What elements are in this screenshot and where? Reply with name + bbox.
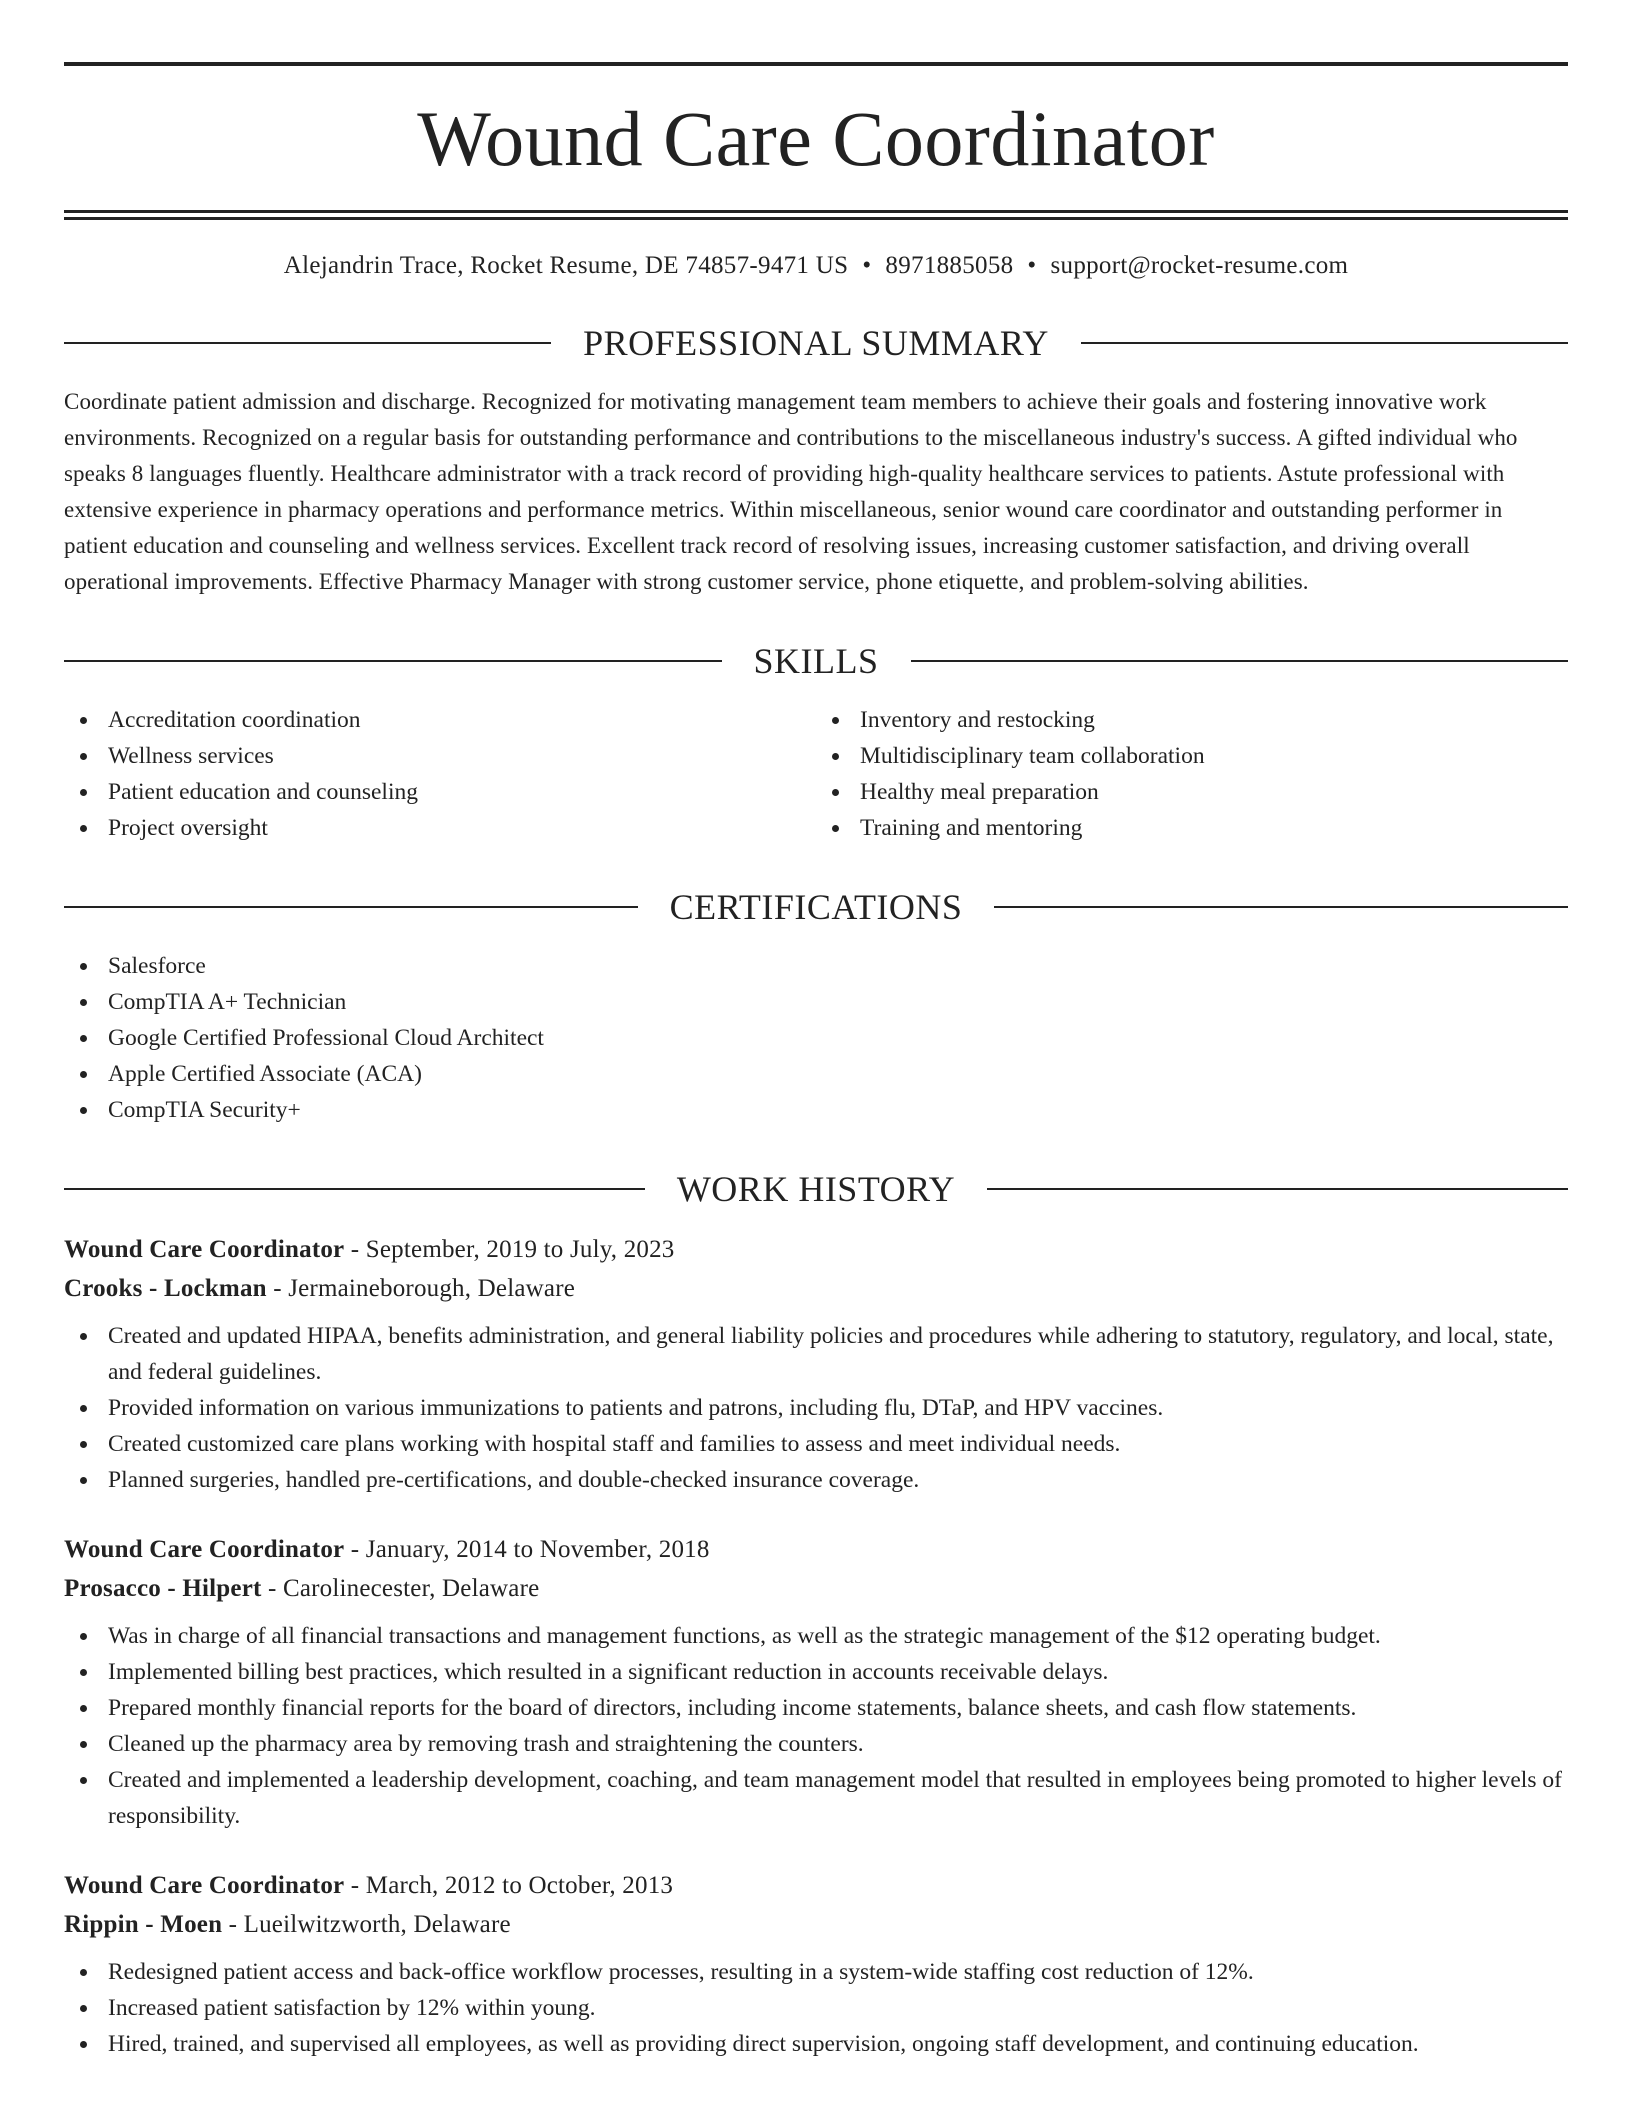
heading-rule-right (1081, 342, 1568, 344)
job-location: - Carolinecester, Delaware (261, 1575, 540, 1602)
job-title: Wound Care Coordinator (64, 1872, 345, 1899)
job-bullet: Created and updated HIPAA, benefits administration, and general liability policies and procedures while adhering to statutory, regulatory, and local, state, and federal guidelines. (64, 1318, 1568, 1390)
skill-item: Wellness services (64, 738, 816, 774)
certifications-heading (64, 886, 1568, 928)
job-bullet: Created customized care plans working with hospital staff and families to assess and meet individual needs. (64, 1426, 1568, 1462)
certification-item: Google Certified Professional Cloud Architect (64, 1020, 1568, 1056)
job-bullets (64, 1318, 1568, 1498)
work-history-heading-label: WORK HISTORY (676, 1169, 956, 1209)
summary-text: Coordinate patient admission and discharge. Recognized for motivating management team members to achieve their goals and fostering innovative work environments. Recognized on a regular basis for outstanding performance and contributions to the miscellaneous industry's success. A gifted individual who speaks 8 languages fluently. Healthcare administrator with a track record of providing high-quality healthcare services to patients. Astute professional with extensive experience in pharmacy operations and performance metrics. Within miscellaneous, senior wound care coordinator and outstanding performer in patient education and counseling and wellness services. Excellent track record of resolving issues, increasing customer satisfaction, and driving overall operational improvements. Effective Pharmacy Manager with strong customer service, phone etiquette, and problem-solving abilities. (64, 389, 1518, 594)
job-bullets (64, 1618, 1568, 1834)
certification-item: Salesforce (64, 948, 1568, 984)
skill-item: Multidisciplinary team collaboration (816, 738, 1568, 774)
job-bullets (64, 1954, 1568, 2062)
job-bullet: Created and implemented a leadership development, coaching, and team management model that resulted in employees being promoted to higher levels of responsibility. (64, 1762, 1568, 1834)
job-company-line (64, 1905, 1568, 1944)
job-entry (64, 1866, 1568, 2062)
contact-separator: • (862, 252, 872, 279)
job-bullet: Implemented billing best practices, which resulted in a significant reduction in accounts receivable delays. (64, 1654, 1568, 1690)
job-location: - Jermaineborough, Delaware (266, 1275, 576, 1302)
certifications-list (64, 948, 1568, 1128)
skill-item: Accreditation coordination (64, 702, 816, 738)
job-dates: - September, 2019 to July, 2023 (344, 1236, 675, 1263)
contact-separator: • (1027, 252, 1037, 279)
contact-address: Alejandrin Trace, Rocket Resume, DE 74857-9471 US (283, 252, 849, 279)
skills-grid (64, 702, 1568, 846)
skills-heading (64, 640, 1568, 682)
job-company-line (64, 1269, 1568, 1308)
skill-item: Inventory and restocking (816, 702, 1568, 738)
skill-item: Training and mentoring (816, 810, 1568, 846)
job-company-line (64, 1569, 1568, 1608)
job-company: Prosacco - Hilpert (64, 1575, 262, 1602)
job-bullet: Was in charge of all financial transactions and management functions, as well as the strategic management of the $12 operating budget. (64, 1618, 1568, 1654)
skills-list-right (816, 702, 1568, 846)
job-bullet: Planned surgeries, handled pre-certifications, and double-checked insurance coverage. (64, 1462, 1568, 1498)
job-bullet: Increased patient satisfaction by 12% within young. (64, 1990, 1568, 2026)
job-company: Rippin - Moen (64, 1911, 223, 1938)
job-title-line (64, 1230, 1568, 1269)
job-bullet: Provided information on various immunizations to patients and patrons, including flu, DTaP, and HPV vaccines. (64, 1390, 1568, 1426)
skill-item: Patient education and counseling (64, 774, 816, 810)
skill-item: Healthy meal preparation (816, 774, 1568, 810)
certification-item: Apple Certified Associate (ACA) (64, 1056, 1568, 1092)
job-location: - Lueilwitzworth, Delaware (222, 1911, 511, 1938)
skill-item: Project oversight (64, 810, 816, 846)
certifications-heading-label: CERTIFICATIONS (669, 887, 963, 927)
job-title: Wound Care Coordinator (64, 1236, 345, 1263)
contact-phone: 8971885058 (885, 252, 1014, 279)
contact-email: support@rocket-resume.com (1050, 252, 1349, 279)
header-double-rule (64, 210, 1568, 220)
heading-rule-right (911, 660, 1569, 662)
job-bullet: Prepared monthly financial reports for the board of directors, including income statements, balance sheets, and cash flow statements. (64, 1690, 1568, 1726)
heading-rule-right (994, 906, 1568, 908)
job-company: Crooks - Lockman (64, 1275, 267, 1302)
job-bullet: Cleaned up the pharmacy area by removing trash and straightening the counters. (64, 1726, 1568, 1762)
heading-rule-left (64, 906, 638, 908)
job-dates: - March, 2012 to October, 2013 (344, 1872, 674, 1899)
job-entry (64, 1230, 1568, 1498)
job-entry (64, 1530, 1568, 1834)
job-bullet: Redesigned patient access and back-office workflow processes, resulting in a system-wide staffing cost reduction of 12%. (64, 1954, 1568, 1990)
job-title: Wound Care Coordinator (64, 1536, 345, 1563)
heading-rule-left (64, 342, 551, 344)
summary-heading-label: PROFESSIONAL SUMMARY (583, 323, 1049, 363)
summary-heading (64, 322, 1568, 364)
job-dates: - January, 2014 to November, 2018 (344, 1536, 710, 1563)
work-history-heading (64, 1168, 1568, 1210)
job-title-line (64, 1530, 1568, 1569)
certification-item: CompTIA Security+ (64, 1092, 1568, 1128)
skills-list-left (64, 702, 816, 846)
job-title-line (64, 1866, 1568, 1905)
job-bullet: Hired, trained, and supervised all employees, as well as providing direct supervision, ongoing staff development, and continuing education. (64, 2026, 1568, 2062)
header-top-rule (64, 62, 1568, 66)
contact-line (64, 250, 1568, 282)
certification-item: CompTIA A+ Technician (64, 984, 1568, 1020)
resume-title: Wound Care Coordinator (417, 95, 1215, 182)
heading-rule-right (987, 1188, 1568, 1190)
heading-rule-left (64, 660, 722, 662)
skills-heading-label: SKILLS (753, 641, 879, 681)
heading-rule-left (64, 1188, 645, 1190)
